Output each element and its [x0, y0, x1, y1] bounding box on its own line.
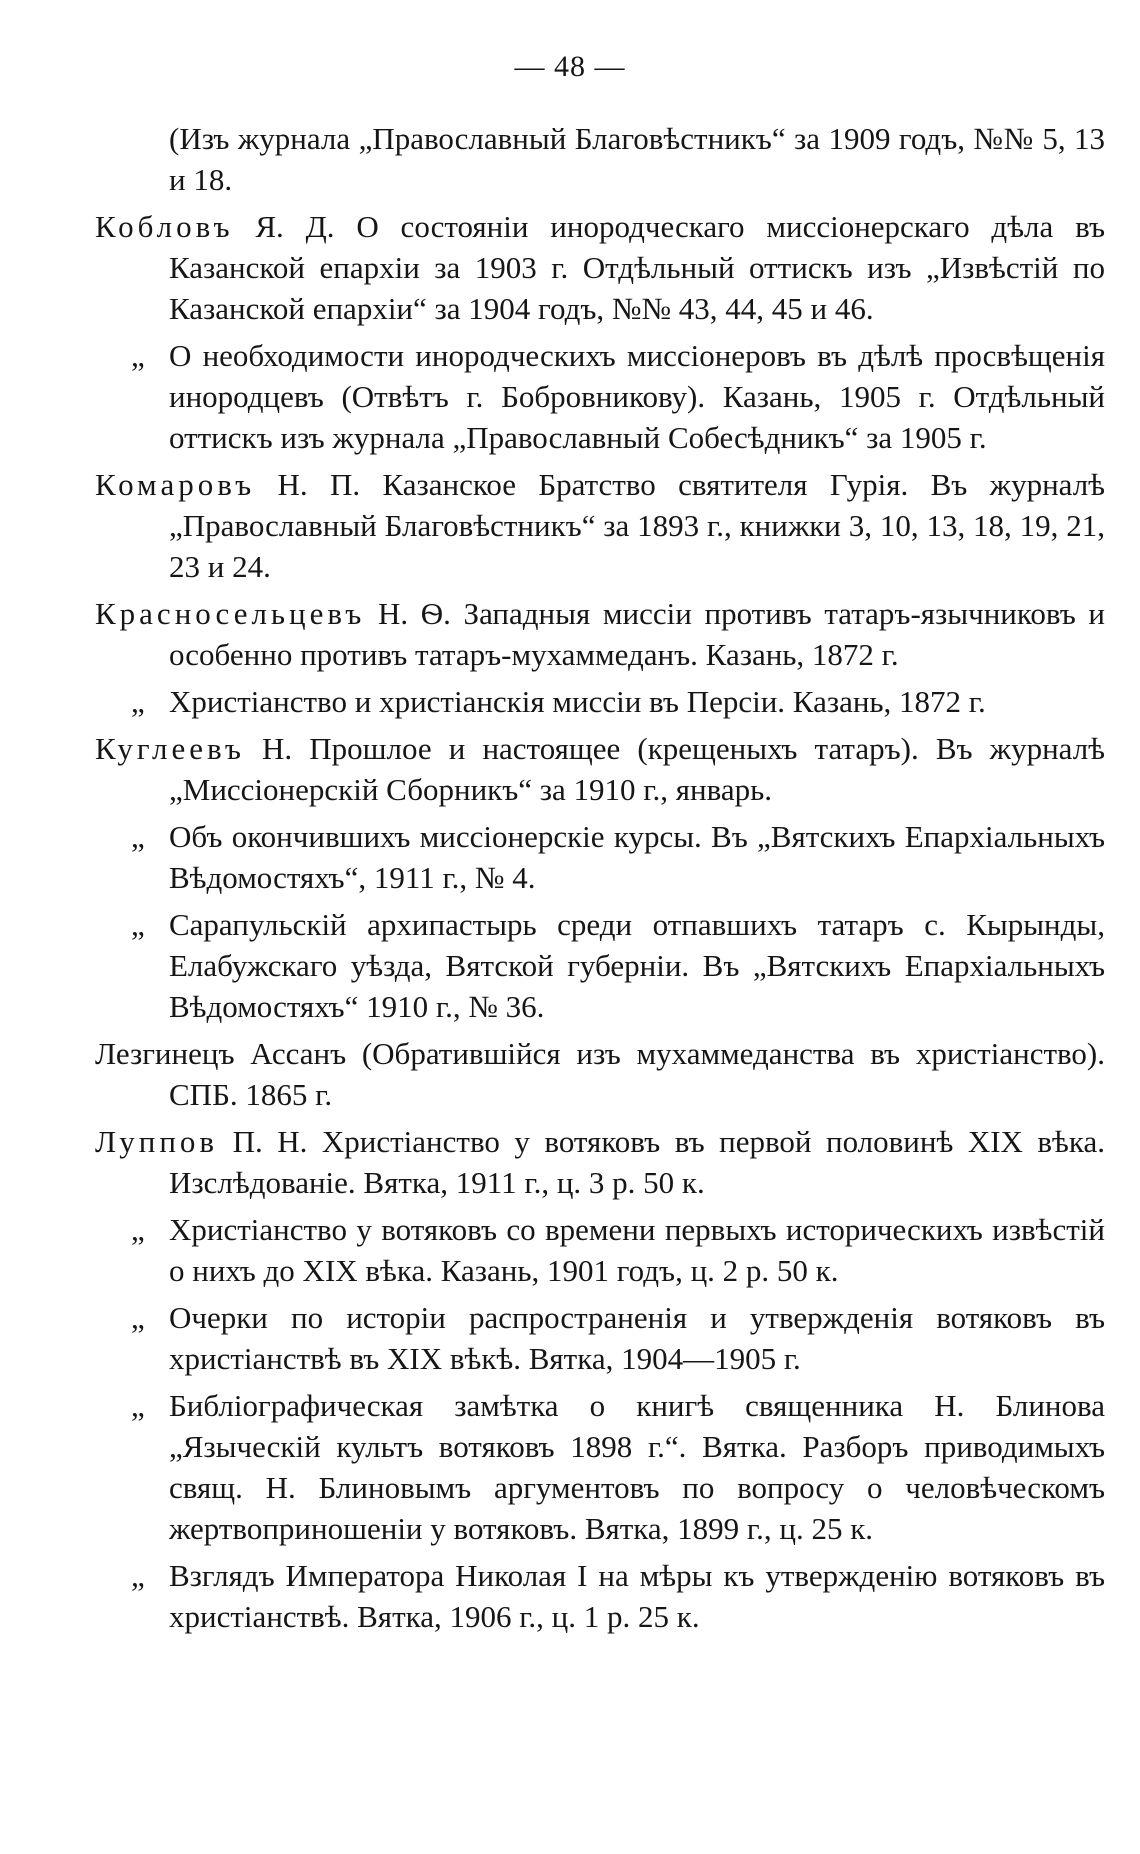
entry-text: П. Н. Христіанство у вотяковъ въ первой половинѣ XIX вѣка. Изслѣдованіе. Вятка, 1911 г., ц. 3 р. 50 к.	[169, 1124, 1105, 1200]
entry-text: Н. П. Казанское Братство святителя Гурія. Въ журналѣ „Православный Благовѣстникъ“ за 1893 г., книжки 3, 10, 13, 18, 19, 21, 23 и 24.	[169, 467, 1105, 584]
ditto-mark: „	[131, 907, 145, 942]
bibliography-entry	[95, 1297, 1105, 1379]
entry-text: Сарапульскій архипастырь среди отпавшихъ татаръ с. Кырынды, Елабужскаго уѣзда, Вятской губерніи. Въ „Вятскихъ Епархіальныхъ Вѣдомостяхъ“ 1910 г., № 36.	[169, 907, 1105, 1024]
entry-text: Лезгинецъ Ассанъ (Обратившійся изъ мухаммеданства въ христіанство). СПБ. 1865 г.	[95, 1036, 1105, 1112]
entry-text: Объ окончившихъ миссіонерскіе курсы. Въ „Вятскихъ Епархіальныхъ Вѣдомостяхъ“, 1911 г., № 4.	[169, 819, 1105, 895]
entry-text: Христіанство у вотяковъ со времени первыхъ историческихъ извѣстій о нихъ до XIX вѣка. Казань, 1901 годъ, ц. 2 р. 50 к.	[169, 1212, 1105, 1288]
bibliography-entry	[95, 904, 1105, 1027]
entry-text: Очерки по исторіи распространенія и утвержденія вотяковъ въ христіанствѣ въ XIX вѣкѣ. Вятка, 1904—1905 г.	[169, 1300, 1105, 1376]
ditto-mark: „	[131, 684, 145, 719]
bibliography-entry	[95, 464, 1105, 587]
bibliography-entry	[95, 593, 1105, 675]
bibliography-entry	[95, 118, 1105, 200]
entry-author: Луппов	[95, 1124, 219, 1159]
entry-text: Н. Прошлое и настоящее (крещеныхъ татаръ). Въ журналѣ „Миссіонерскій Сборникъ“ за 1910 г., январь.	[169, 731, 1105, 807]
ditto-mark: „	[131, 338, 145, 373]
entry-text: О необходимости инородческихъ миссіонеровъ въ дѣлѣ просвѣщенія инородцевъ (Отвѣтъ г. Бобровникову). Казань, 1905 г. Отдѣльный оттискъ изъ журнала „Православный Собесѣдникъ“ за 1905 г.	[169, 338, 1105, 455]
ditto-mark: „	[131, 1300, 145, 1335]
bibliography-entry	[95, 1555, 1105, 1637]
entry-text: Христіанство и христіанскія миссіи въ Персіи. Казань, 1872 г.	[169, 684, 986, 719]
ditto-mark: „	[131, 1212, 145, 1247]
entry-text: Я. Д. О состояніи инородческаго миссіонерскаго дѣла въ Казанской епархіи за 1903 г. Отдѣльный оттискъ изъ „Извѣстій по Казанской епархіи“ за 1904 годъ, №№ 43, 44, 45 и 46.	[169, 209, 1105, 326]
entry-text: (Изъ журнала „Православный Благовѣстникъ“ за 1909 годъ, №№ 5, 13 и 18.	[169, 121, 1105, 197]
entry-author: Куглеевъ	[95, 731, 245, 766]
bibliography-list	[95, 118, 1105, 1643]
bibliography-entry	[95, 728, 1105, 810]
ditto-mark: „	[131, 1388, 145, 1423]
entry-text: Библіографическая замѣтка о книгѣ священника Н. Блинова „Языческій культъ вотяковъ 1898 г.“. Вятка. Разборъ приводимыхъ свящ. Н. Блиновымъ аргументовъ по вопросу о человѣческомъ жертвоприношеніи у вотяковъ. Вятка, 1899 г., ц. 25 к.	[169, 1388, 1105, 1546]
bibliography-entry	[95, 206, 1105, 329]
entry-text: Н. Ѳ. Западныя миссіи противъ татаръ-язычниковъ и особенно противъ татаръ-мухаммеданъ. Казань, 1872 г.	[169, 596, 1105, 672]
bibliography-entry	[95, 816, 1105, 898]
page-number: — 48 —	[514, 50, 626, 83]
bibliography-entry	[95, 1121, 1105, 1203]
bibliography-entry	[95, 1033, 1105, 1115]
bibliography-entry	[95, 335, 1105, 458]
ditto-mark: „	[131, 1558, 145, 1593]
entry-author: Комаровъ	[95, 467, 256, 502]
entry-author: Кобловъ	[95, 209, 234, 244]
entry-text: Взглядъ Императора Николая I на мѣры къ утвержденію вотяковъ въ христіанствѣ. Вятка, 1906 г., ц. 1 р. 25 к.	[169, 1558, 1105, 1634]
entry-author: Красносельцевъ	[95, 596, 366, 631]
bibliography-entry	[95, 1385, 1105, 1549]
bibliography-entry	[95, 1209, 1105, 1291]
bibliography-entry	[95, 681, 1105, 722]
ditto-mark: „	[131, 819, 145, 854]
